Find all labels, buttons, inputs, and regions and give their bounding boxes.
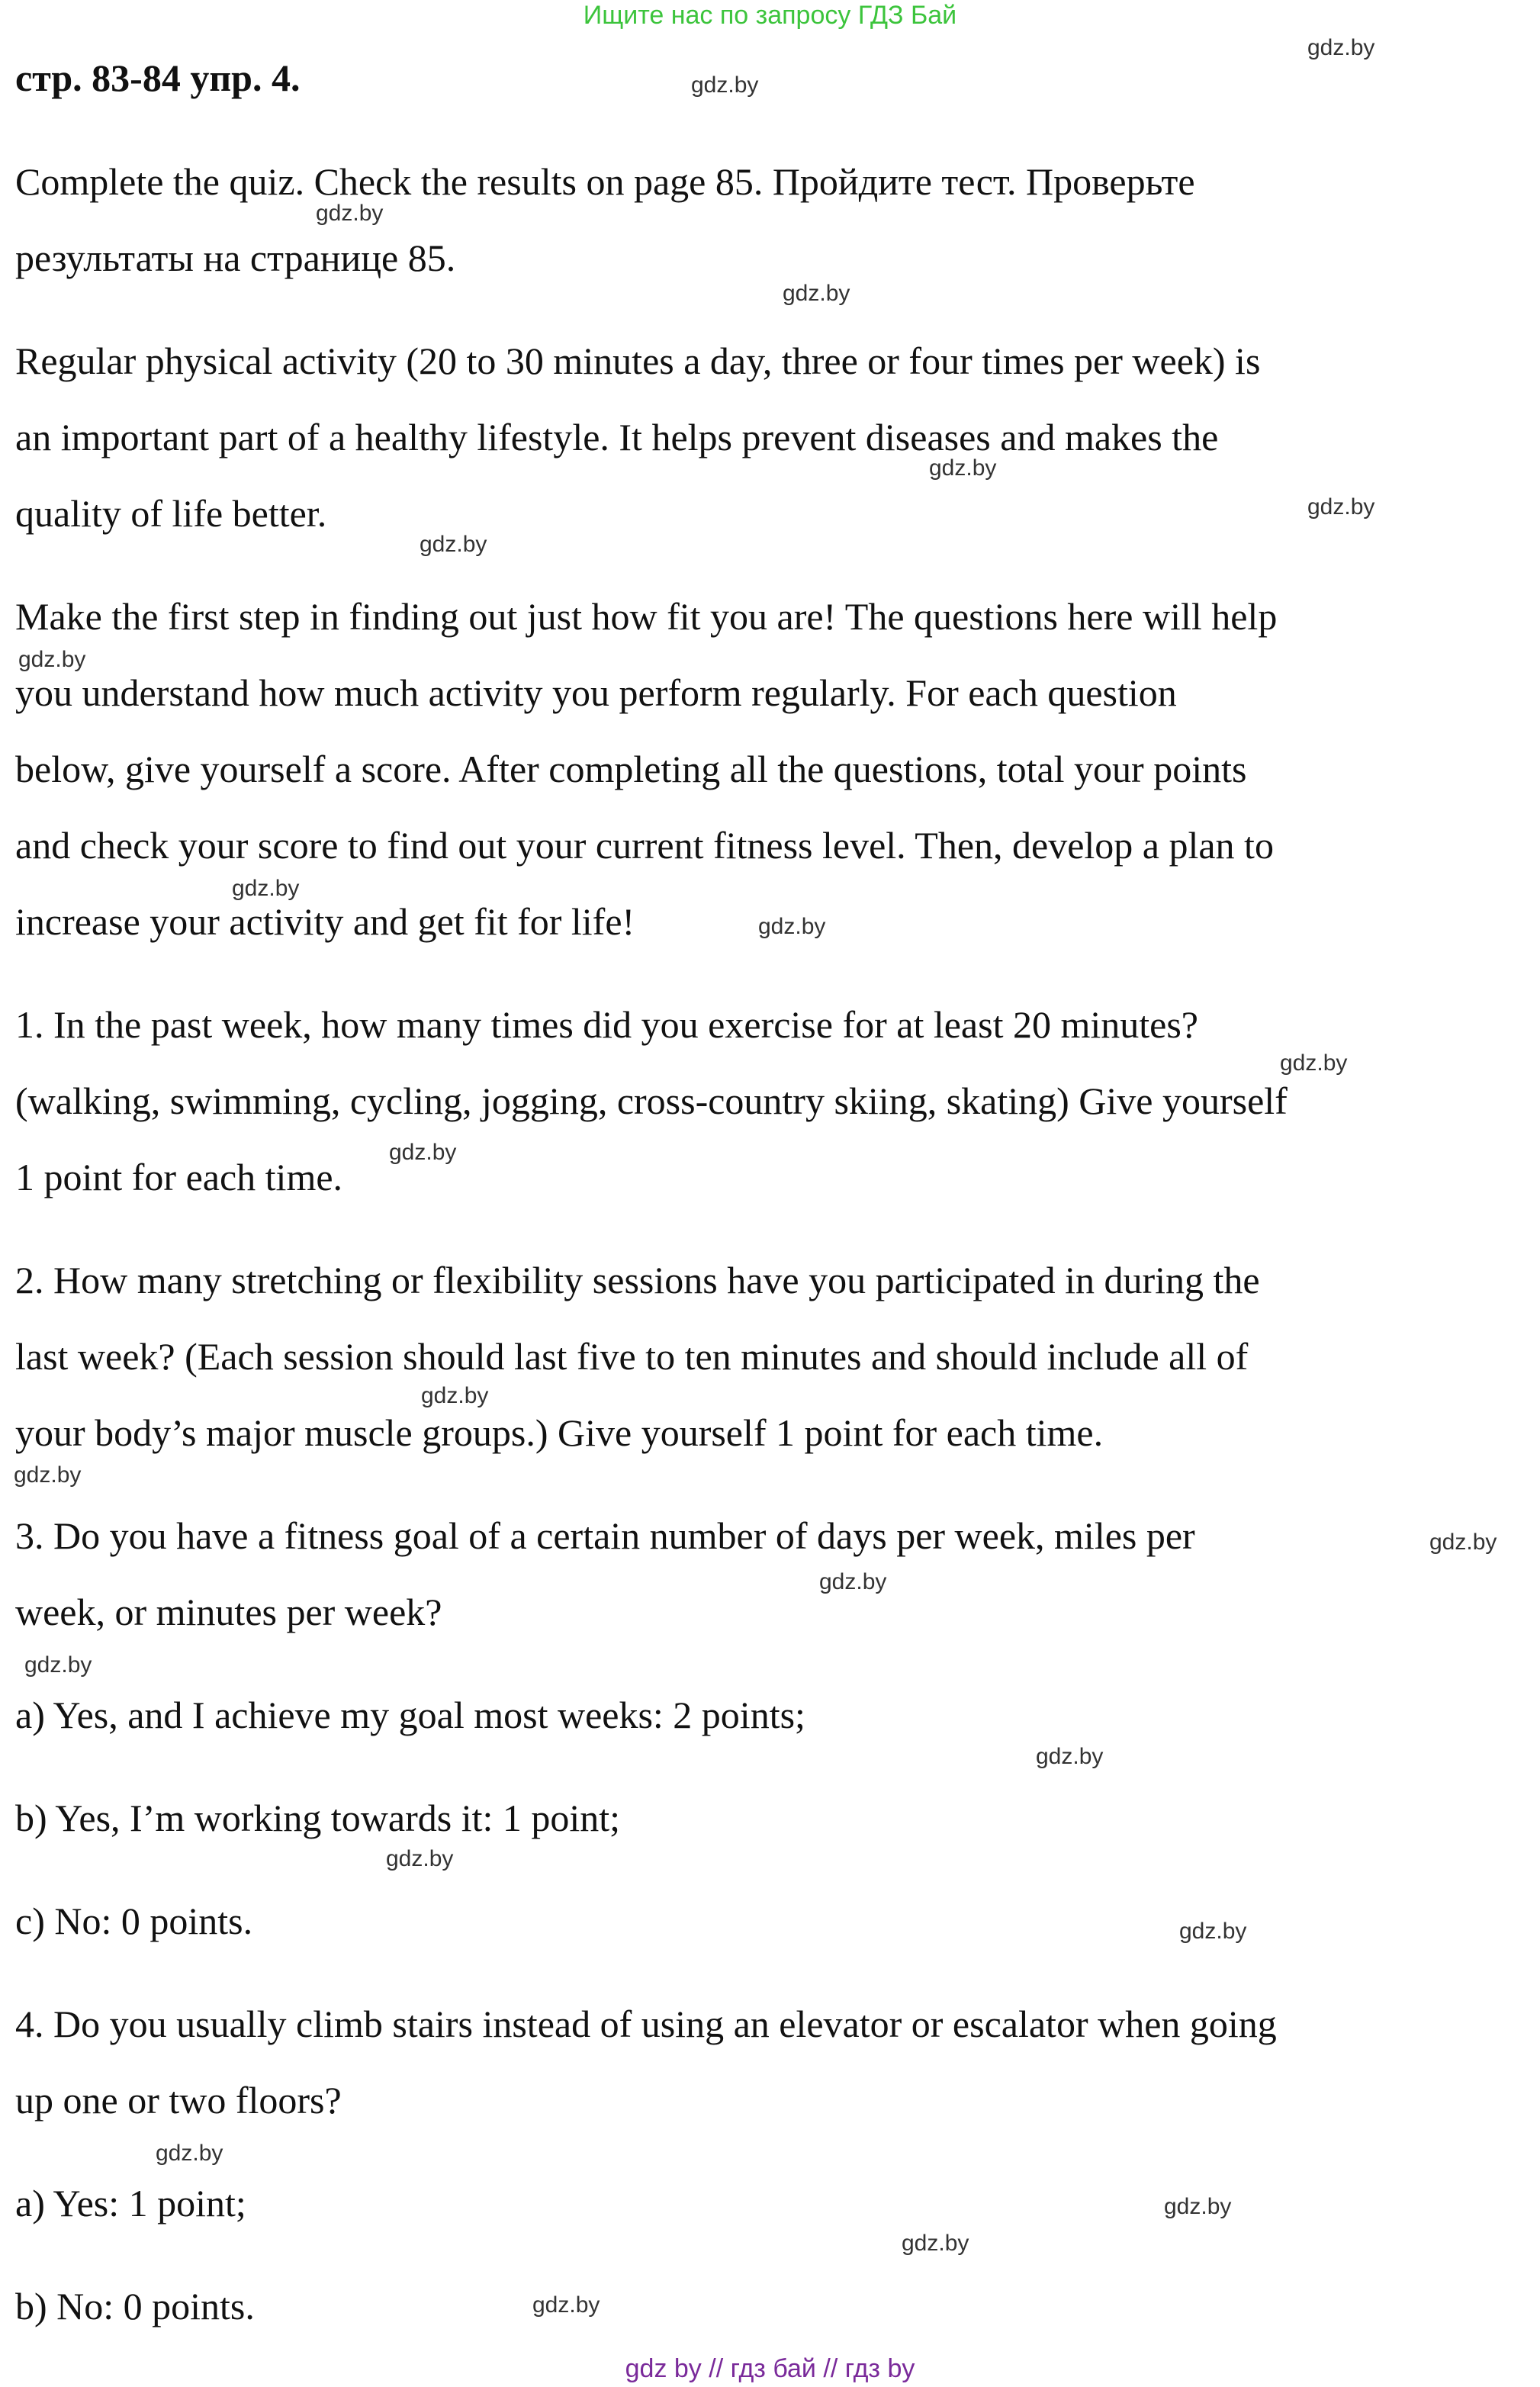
watermark: gdz.by — [1429, 1530, 1497, 1555]
question-4-line: 4. Do you usually climb stairs instead of using an elevator or escalator when going — [15, 2003, 1277, 2045]
question-3-line: week, or minutes per week? — [15, 1591, 442, 1633]
watermark: gdz.by — [1179, 1919, 1247, 1944]
watermark: gdz.by — [1036, 1744, 1104, 1769]
question-2-line: your body’s major muscle groups.) Give yourself 1 point for each time. — [15, 1411, 1104, 1454]
text-line: Make the first step in finding out just how fit you are! The questions here will help — [15, 595, 1278, 638]
text-line: quality of life better. — [15, 492, 327, 535]
search-banner[interactable]: Ищите нас по запросу ГДЗ Бай — [583, 1, 957, 30]
watermark: gdz.by — [783, 281, 850, 306]
watermark: gdz.by — [14, 1462, 82, 1488]
question-1-line: 1. In the past week, how many times did you exercise for at least 20 minutes? — [15, 1003, 1198, 1046]
text-line: you understand how much activity you perform regularly. For each question — [15, 671, 1177, 714]
question-1-line: 1 point for each time. — [15, 1156, 343, 1198]
watermark: gdz.by — [24, 1652, 92, 1678]
text-line: and check your score to find out your current fitness level. Then, develop a plan to — [15, 824, 1274, 867]
watermark: gdz.by — [1280, 1050, 1348, 1076]
question-4-line: up one or two floors? — [15, 2079, 342, 2122]
watermark: gdz.by — [929, 455, 997, 481]
text-line: an important part of a healthy lifestyle. It helps prevent diseases and makes the — [15, 416, 1219, 458]
text-line: below, give yourself a score. After completing all the questions, total your points — [15, 748, 1247, 790]
answer-option: b) Yes, I’m working towards it: 1 point; — [15, 1797, 621, 1839]
watermark: gdz.by — [1164, 2194, 1232, 2219]
watermark: gdz.by — [758, 914, 826, 939]
answer-option: a) Yes: 1 point; — [15, 2182, 246, 2225]
question-2-line: 2. How many stretching or flexibility sessions have you participated in during the — [15, 1259, 1260, 1301]
page-heading: стр. 83-84 упр. 4. — [15, 56, 301, 99]
watermark: gdz.by — [156, 2141, 223, 2166]
answer-option: c) No: 0 points. — [15, 1900, 253, 1942]
watermark: gdz.by — [532, 2292, 600, 2318]
text-line: increase your activity and get fit for life! — [15, 900, 635, 943]
watermark: gdz.by — [1307, 494, 1375, 520]
footer-links[interactable]: gdz by // гдз бай // гдз by — [625, 2354, 915, 2383]
question-3-line: 3. Do you have a fitness goal of a certain number of days per week, miles per — [15, 1514, 1195, 1557]
watermark: gdz.by — [902, 2231, 969, 2256]
text-line: Regular physical activity (20 to 30 minutes a day, three or four times per week) is — [15, 339, 1261, 382]
answer-option: b) No: 0 points. — [15, 2285, 255, 2327]
watermark: gdz.by — [386, 1846, 454, 1871]
watermark: gdz.by — [819, 1569, 887, 1594]
question-1-line: (walking, swimming, cycling, jogging, cross-country skiing, skating) Give yourself — [15, 1079, 1288, 1122]
text-line: результаты на странице 85. — [15, 236, 456, 279]
watermark: gdz.by — [421, 1383, 489, 1408]
watermark: gdz.by — [389, 1140, 457, 1165]
watermark: gdz.by — [420, 532, 487, 557]
watermark: gdz.by — [18, 647, 86, 672]
answer-option: a) Yes, and I achieve my goal most weeks: 2 points; — [15, 1694, 805, 1736]
text-line: Complete the quiz. Check the results on page 85. Пройдите тест. Проверьте — [15, 160, 1195, 203]
watermark: gdz.by — [316, 201, 384, 226]
watermark: gdz.by — [1307, 35, 1375, 60]
question-2-line: last week? (Each session should last five to ten minutes and should include all of — [15, 1335, 1249, 1378]
watermark: gdz.by — [232, 876, 300, 901]
watermark: gdz.by — [691, 72, 759, 98]
